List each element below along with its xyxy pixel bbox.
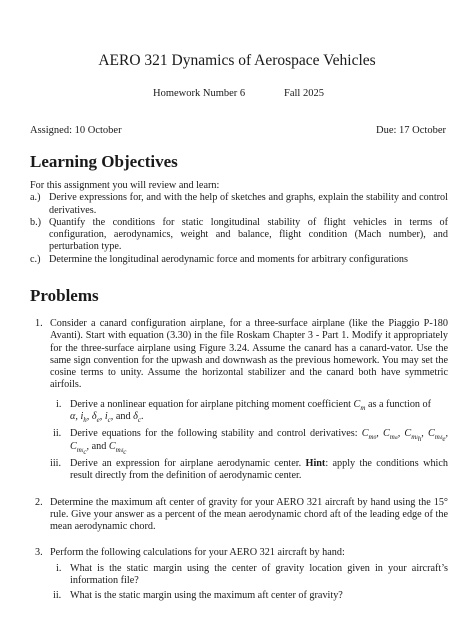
subproblem-text-part: Derive a nonlinear equation for airplane pitching moment coefficient (70, 398, 351, 410)
problem-text: Perform the following calculations for your AERO 321 aircraft by hand: (50, 547, 345, 559)
subproblem-text-part: Derive an expression for airplane aerodynamic center. (70, 457, 302, 469)
problem-text: Determine the maximum aft center of gravity for your AERO 321 aircraft by hand using the 15° rule. Give your answer as a percent of the mean aerodynamic chord aft of the leading edge of the mean aerodynamic chord. (50, 496, 448, 533)
objective-text: Derive expressions for, and with the help of sketches and graphs, explain the stability and control derivatives. (49, 192, 448, 216)
subproblem-text: Derive equations for the following stability and control derivatives: $C_{m0}$, $C_{m\alpha}$, $C_{mi_h}$, $C_{m\delta_e}$, $C_{mi_c}$, and $C_{m\delta_c}$ (70, 428, 449, 456)
problem-label: 1. (35, 318, 43, 329)
objective-text: Determine the longitudinal aerodynamic force and moments for arbitrary configurations (49, 253, 408, 265)
problem-item (30, 318, 448, 392)
math-cm (354, 399, 366, 410)
problem-text: Consider a canard configuration airplane, for a three-surface airplane (like the Piaggio P-180 Avanti). Start with equation (3.30) in the file Roskam Chapter 3 - Part 1. Modify it appropriately for the three-surface airplane using Figure 3.24. Assume the canard has a canard-vator. Use the same sign convention for the upwash and downwash as the previous homework. You may set the cosine terms to unity. Assume the horizontal stabilizer and the canard both have symmetric airfoils. (50, 318, 448, 391)
subproblem-label: ii. (53, 590, 62, 602)
objective-label: a.) (30, 192, 41, 204)
math-symbol: C (353, 398, 361, 410)
assigned-date: Assigned: 10 October (30, 125, 122, 136)
subproblem-text (70, 458, 448, 483)
math-derivative: $C_{m\delta_c}$ (108, 440, 127, 456)
subproblem-item (30, 458, 448, 483)
hint-label: Hint (305, 457, 326, 469)
objectives-heading: Learning Objectives (30, 152, 178, 171)
subproblem-text: Derive a nonlinear equation for airplane pitching moment coefficient $C_m$ as a function of α, $i_h$, $\delta_e$, $i_c$, and $\delta_c$. (70, 398, 432, 425)
subproblem-label: i. (56, 398, 62, 410)
objective-item (30, 217, 448, 254)
objective-text: Quantify the conditions for static longitudinal stability of flight vehicles in terms of configuration, aerodynamics, weight and balance, flight condition (Mach number), and perturbation type. (49, 216, 448, 253)
subproblem-item (30, 563, 448, 588)
math-derivatives: $C_{m0}$, $C_{m\alpha}$, $C_{mi_h}$, $C_{m\delta_e}$, $C_{mi_c}$, (70, 428, 449, 456)
subproblem-text: What is the static margin using the center of gravity location given in your aircraft’s information file? (70, 562, 448, 587)
objective-label: b.) (30, 216, 42, 228)
objective-item (30, 254, 448, 266)
subproblem-item (30, 590, 448, 602)
problem-label: 3. (35, 547, 43, 559)
problems-section (30, 318, 448, 603)
subproblem-label: i. (56, 562, 62, 574)
subproblem-item (30, 428, 449, 456)
homework-number: Homework Number 6 (153, 88, 246, 99)
objective-item (30, 192, 448, 217)
math-variables: α, $i_h$, $\delta_e$, $i_c$, (70, 411, 114, 425)
problems-heading: Problems (30, 286, 99, 305)
subproblem-label: iii. (50, 457, 62, 469)
subproblem-label: ii. (53, 428, 62, 440)
objectives-section (30, 180, 448, 266)
term-label: Fall 2025 (284, 88, 324, 99)
objectives-intro: For this assignment you will review and learn: (30, 180, 220, 191)
subproblem-item (30, 399, 448, 424)
subproblem-text-part: Derive equations for the following stability and control derivatives: (70, 428, 358, 440)
subproblem-text: What is the static margin using the maximum aft center of gravity? (70, 590, 343, 602)
due-date: Due: 17 October (376, 125, 446, 136)
problem-item (30, 547, 448, 559)
subproblem-text-part: as a function of (367, 398, 432, 410)
problem-item (30, 497, 448, 534)
math-subscript: m (360, 403, 366, 412)
objective-label: c.) (30, 253, 41, 265)
subproblem-text-part: : apply the conditions which result directly from the definition of aerodynamic center. (70, 457, 448, 482)
math-variable: $\delta_c$ (133, 411, 141, 425)
problem-label: 2. (35, 496, 43, 508)
document-title: AERO 321 Dynamics of Aerospace Vehicles (98, 52, 376, 69)
